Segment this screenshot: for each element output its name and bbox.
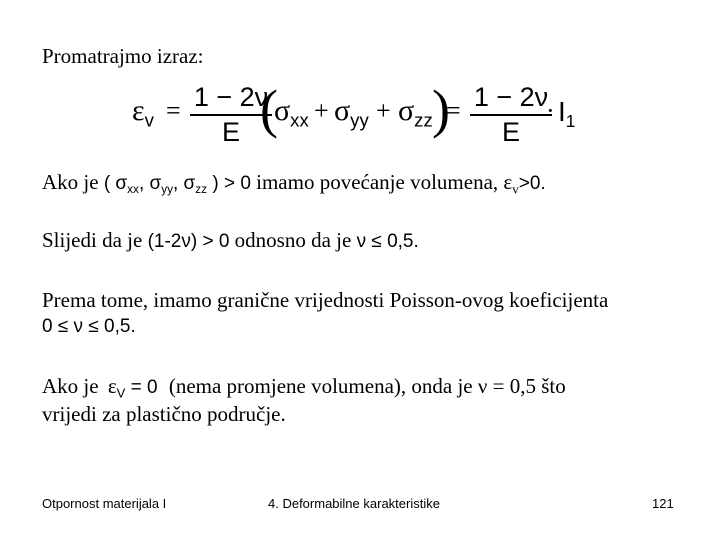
equals-sign-1: = — [166, 96, 181, 125]
line4-zero: = 0 — [125, 377, 158, 398]
line2-prefix: Slijedi da je — [42, 228, 143, 252]
plus-2: + — [376, 96, 391, 125]
paragraph-poisson-limit — [42, 228, 419, 253]
plus-1: + — [314, 96, 329, 125]
fraction-1-denominator: E — [221, 117, 240, 147]
sigma-yy: $\sigma_{yy}$ — [334, 94, 369, 131]
fraction-2-numerator: 1 − 2ν — [473, 82, 549, 112]
paragraph-plastic-cont: vrijedi za plastično područje. — [42, 402, 286, 426]
line2-middle: odnosno da je — [234, 228, 352, 252]
equals-sign-2: = — [446, 96, 461, 125]
paragraph-plastic — [42, 374, 566, 399]
line1-prefix: Ako je — [42, 170, 99, 194]
line1-text: imamo povećanje volumena, $\varepsilon_v$ — [256, 170, 519, 197]
paragraph-positive-stress — [42, 170, 546, 195]
line4-text: (nema promjene volumena), onda je ν = 0,5 što — [168, 374, 566, 398]
footer-chapter: 4. Deformabilne karakteristike — [268, 496, 440, 511]
line4-prefix: Ako je — [42, 374, 99, 398]
stress-list: ( $\sigma_{xx}$, $\sigma_{yy}$, $\sigma_{zz}$ ) > 0 — [103, 173, 251, 197]
fraction-2-denominator: E — [501, 117, 520, 147]
right-paren: ) — [432, 79, 450, 139]
invariant-I1: $I_1$ — [558, 96, 576, 132]
fraction-2-bar — [470, 114, 552, 116]
epsilon-symbol: $\varepsilon_v$ — [132, 94, 154, 131]
footer-course: Otpornost materijala I — [42, 496, 167, 511]
left-paren: ( — [260, 79, 278, 139]
fraction-1-numerator: 1 − 2ν — [193, 82, 269, 112]
paragraph-bounds: Prema tome, imamo granične vrijednosti Poisson-ovog koeficijenta — [42, 288, 609, 312]
footer-page-number: 121 — [652, 496, 674, 511]
sigma-xx: $\sigma_{xx}$ — [274, 94, 309, 131]
line2-condition: ν ≤ 0,5. — [356, 231, 419, 252]
volumetric-strain-equation — [120, 79, 590, 150]
fraction-2 — [470, 82, 552, 147]
line1-end: >0. — [518, 173, 546, 194]
line4-epsilon: $\varepsilon_V$ — [107, 374, 126, 401]
multiply-dot: · — [546, 96, 555, 125]
sigma-zz: $\sigma_{zz}$ — [398, 94, 433, 131]
line2-expression: (1-2ν) > 0 — [147, 231, 230, 252]
poisson-bounds: 0 ≤ ν ≤ 0,5. — [42, 316, 136, 337]
intro-text: Promatrajmo izraz: — [42, 44, 204, 68]
